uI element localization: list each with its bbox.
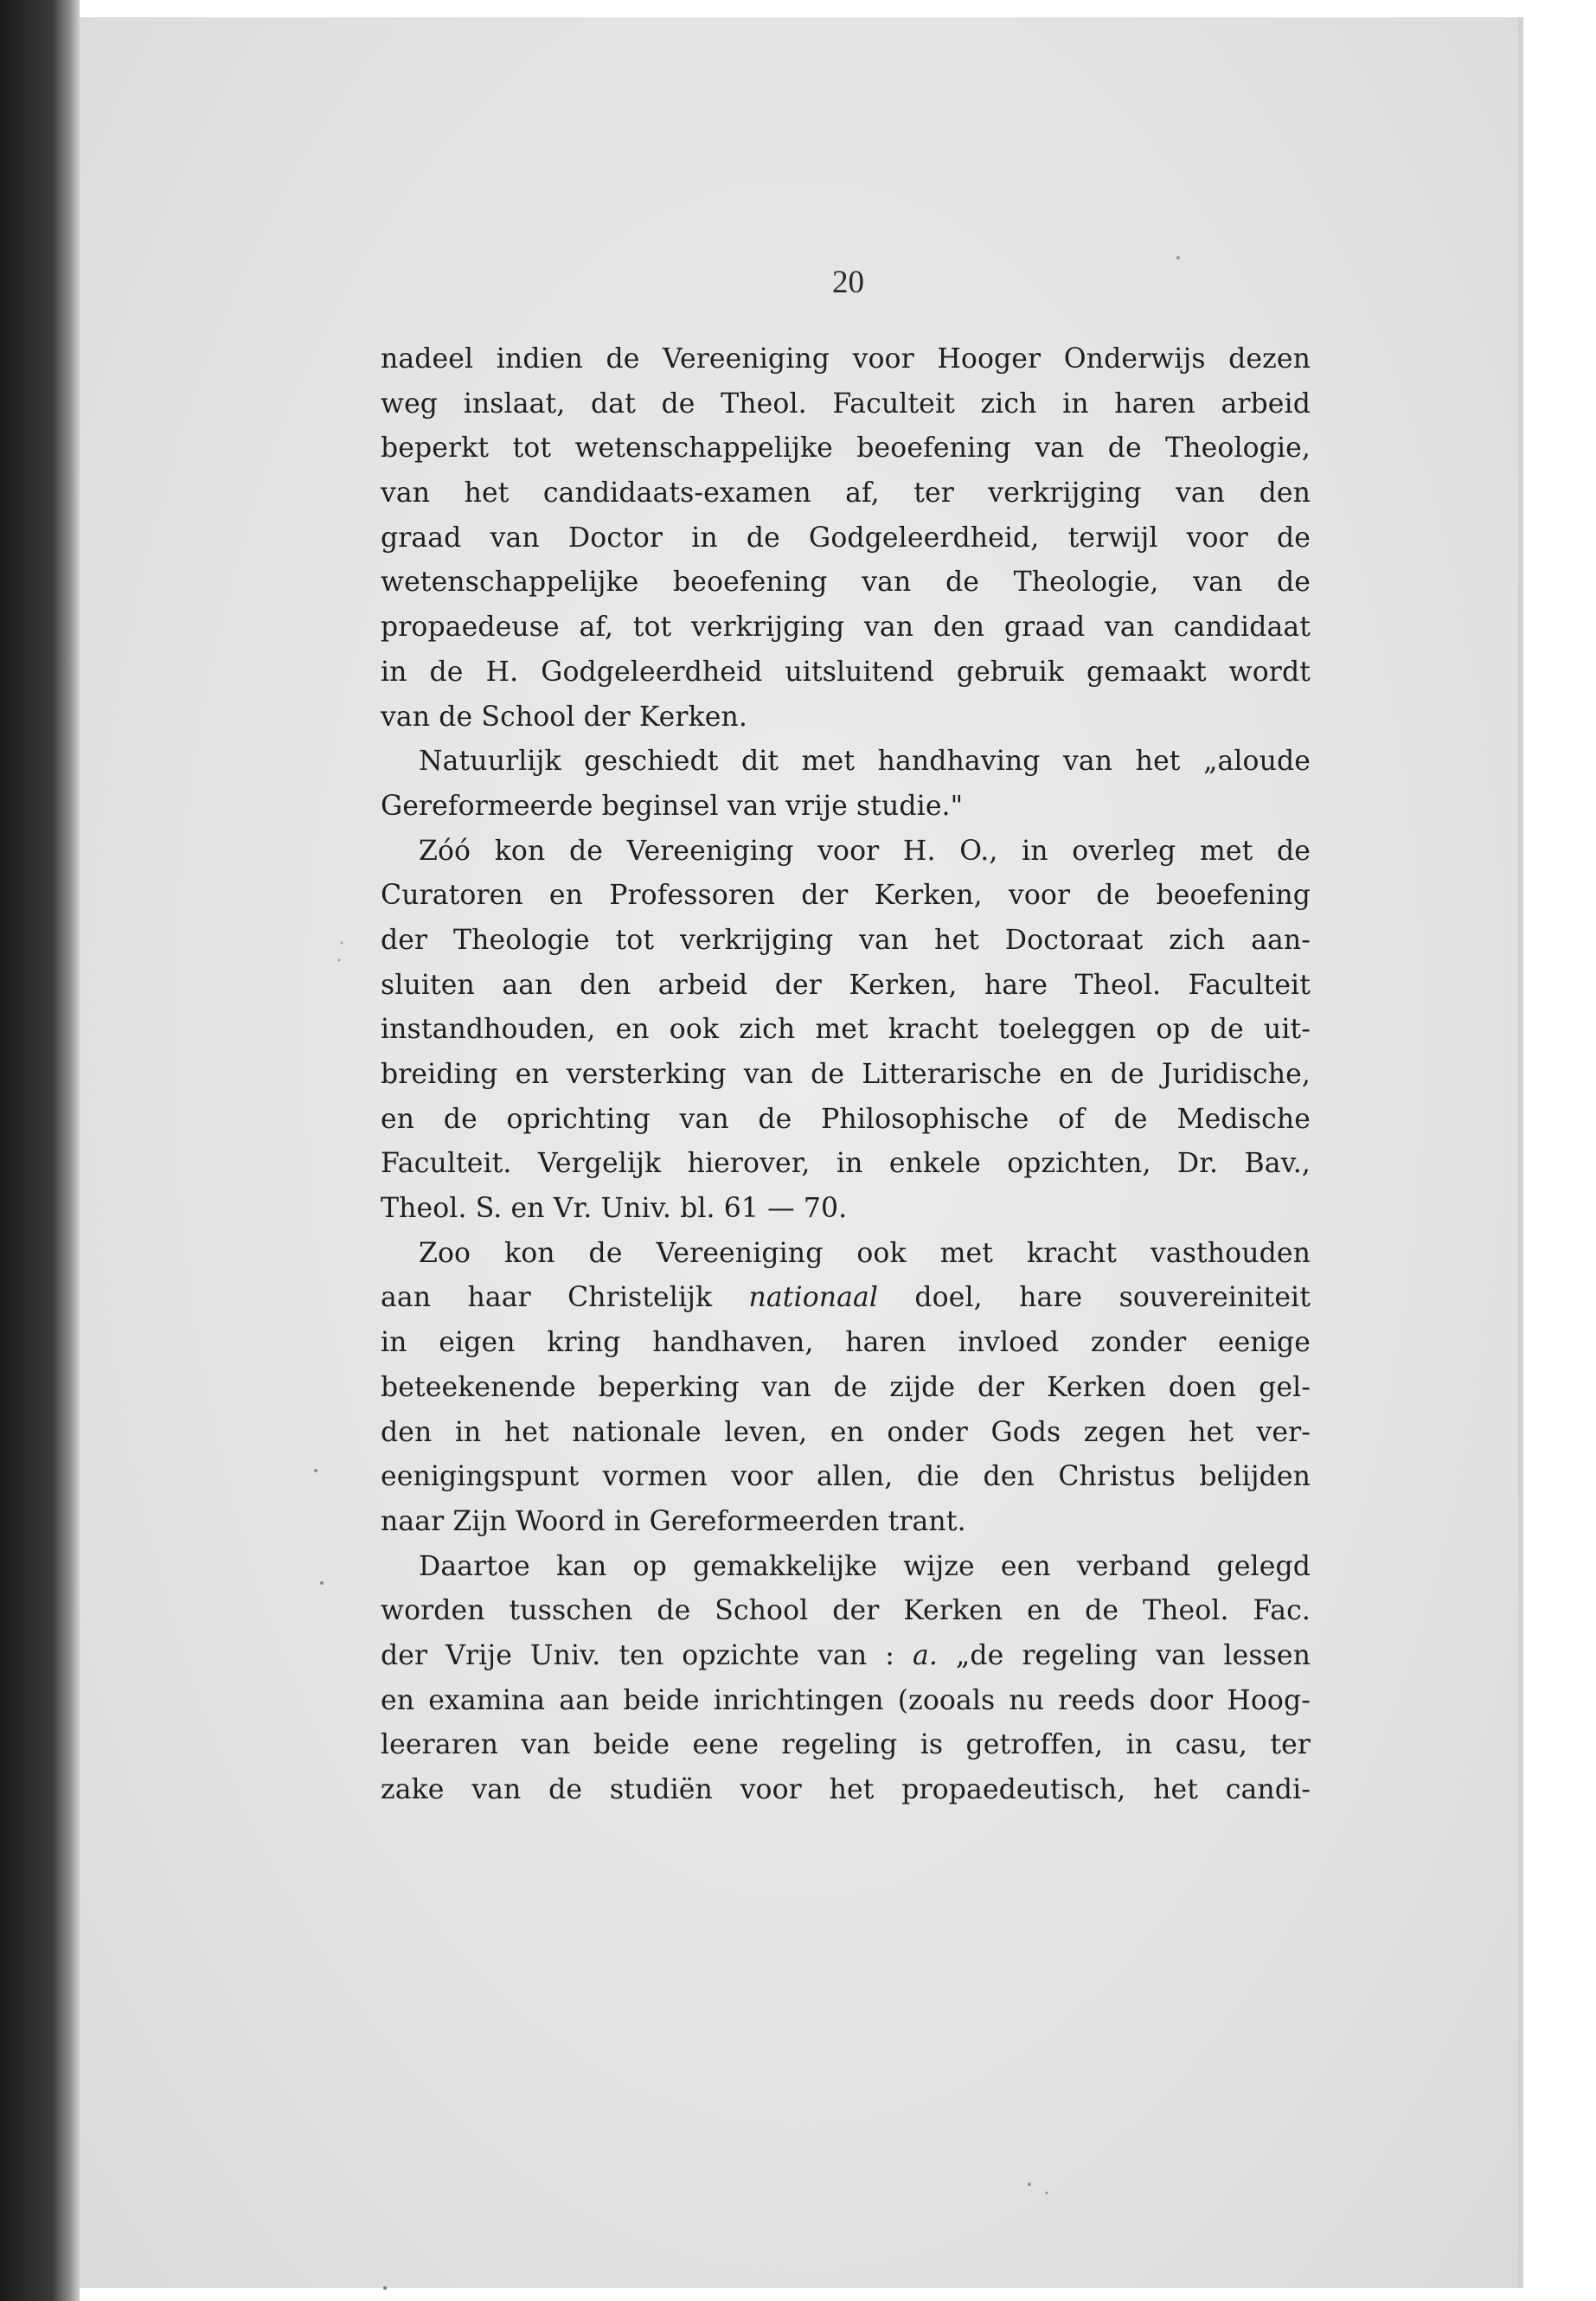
- text-line: Curatoren en Professoren der Kerken, voor de beoefening: [381, 880, 1311, 912]
- text-line: Zóó kon de Vereeniging voor H. O., in overleg met de: [419, 835, 1311, 867]
- text-line: Zoo kon de Vereeniging ook met kracht vasthouden: [419, 1237, 1311, 1269]
- text-line: graad van Doctor in de Godgeleerdheid, terwijl voor de: [381, 522, 1311, 554]
- text-line: wetenschappelijke beoefening van de Theologie, van de: [381, 567, 1311, 599]
- text-line: aan haar Christelijk nationaal doel, hare souvereiniteit: [381, 1282, 1311, 1314]
- text-line: leeraren van beide eene regeling is getroffen, in casu, ter: [381, 1729, 1311, 1761]
- page-number: 20: [832, 265, 864, 300]
- text-line: breiding en versterking van de Litterarische en de Juridische,: [381, 1059, 1311, 1090]
- scan-border-left: [0, 0, 80, 2301]
- text-line: sluiten aan den arbeid der Kerken, hare Theol. Faculteit: [381, 969, 1311, 1001]
- text-line: der Theologie tot verkrijging van het Doctoraat zich aan-: [381, 924, 1311, 956]
- text-line: der Vrije Univ. ten opzichte van : a. „de regeling van lessen: [381, 1639, 1311, 1671]
- text-line: Gereformeerde beginsel van vrije studie.": [381, 790, 964, 822]
- text-line: Daartoe kan op gemakkelijke wijze een verband gelegd: [419, 1550, 1311, 1582]
- body-text: [381, 337, 1311, 1813]
- text-line: en examina aan beide inrichtingen (zooals nu reeds door Hoog-: [381, 1684, 1311, 1716]
- text-line: weg inslaat, dat de Theol. Faculteit zich in haren arbeid: [381, 388, 1311, 420]
- emphasis: nationaal: [748, 1282, 879, 1314]
- text-line: Faculteit. Vergelijk hierover, in enkele opzichten, Dr. Bav.,: [381, 1148, 1311, 1180]
- text-line: van de School der Kerken.: [381, 701, 748, 733]
- text-line: Theol. S. en Vr. Univ. bl. 61 — 70.: [381, 1193, 848, 1225]
- text-line: en de oprichting van de Philosophische of de Medische: [381, 1103, 1311, 1135]
- text-line: in de H. Godgeleerdheid uitsluitend gebruik gemaakt wordt: [381, 656, 1311, 688]
- text-line: beteekenende beperking van de zijde der Kerken doen gel-: [381, 1371, 1311, 1403]
- text-line: worden tusschen de School der Kerken en de Theol. Fac.: [381, 1595, 1311, 1627]
- text-line: propaedeuse af, tot verkrijging van den graad van candidaat: [381, 612, 1311, 644]
- text-line: van het candidaats-examen af, ter verkrijging van den: [381, 478, 1311, 510]
- text-line: den in het nationale leven, en onder Gods zegen het ver-: [381, 1416, 1311, 1448]
- text-line: instandhouden, en ook zich met kracht toeleggen op de uit-: [381, 1014, 1311, 1046]
- text-line: Natuurlijk geschiedt dit met handhaving van het „aloude: [419, 746, 1311, 778]
- text-line: in eigen kring handhaven, haren invloed zonder eenige: [381, 1327, 1311, 1359]
- text-line: beperkt tot wetenschappelijke beoefening van de Theologie,: [381, 433, 1311, 465]
- text-line: nadeel indien de Vereeniging voor Hooger Onderwijs dezen: [381, 343, 1311, 375]
- emphasis: a.: [912, 1639, 938, 1671]
- text-line: naar Zijn Woord in Gereformeerden trant.: [381, 1505, 966, 1537]
- text-line: zake van de studiën voor het propaedeutisch, het candi-: [381, 1774, 1311, 1805]
- text-line: eenigingspunt vormen voor allen, die den Christus belijden: [381, 1461, 1311, 1493]
